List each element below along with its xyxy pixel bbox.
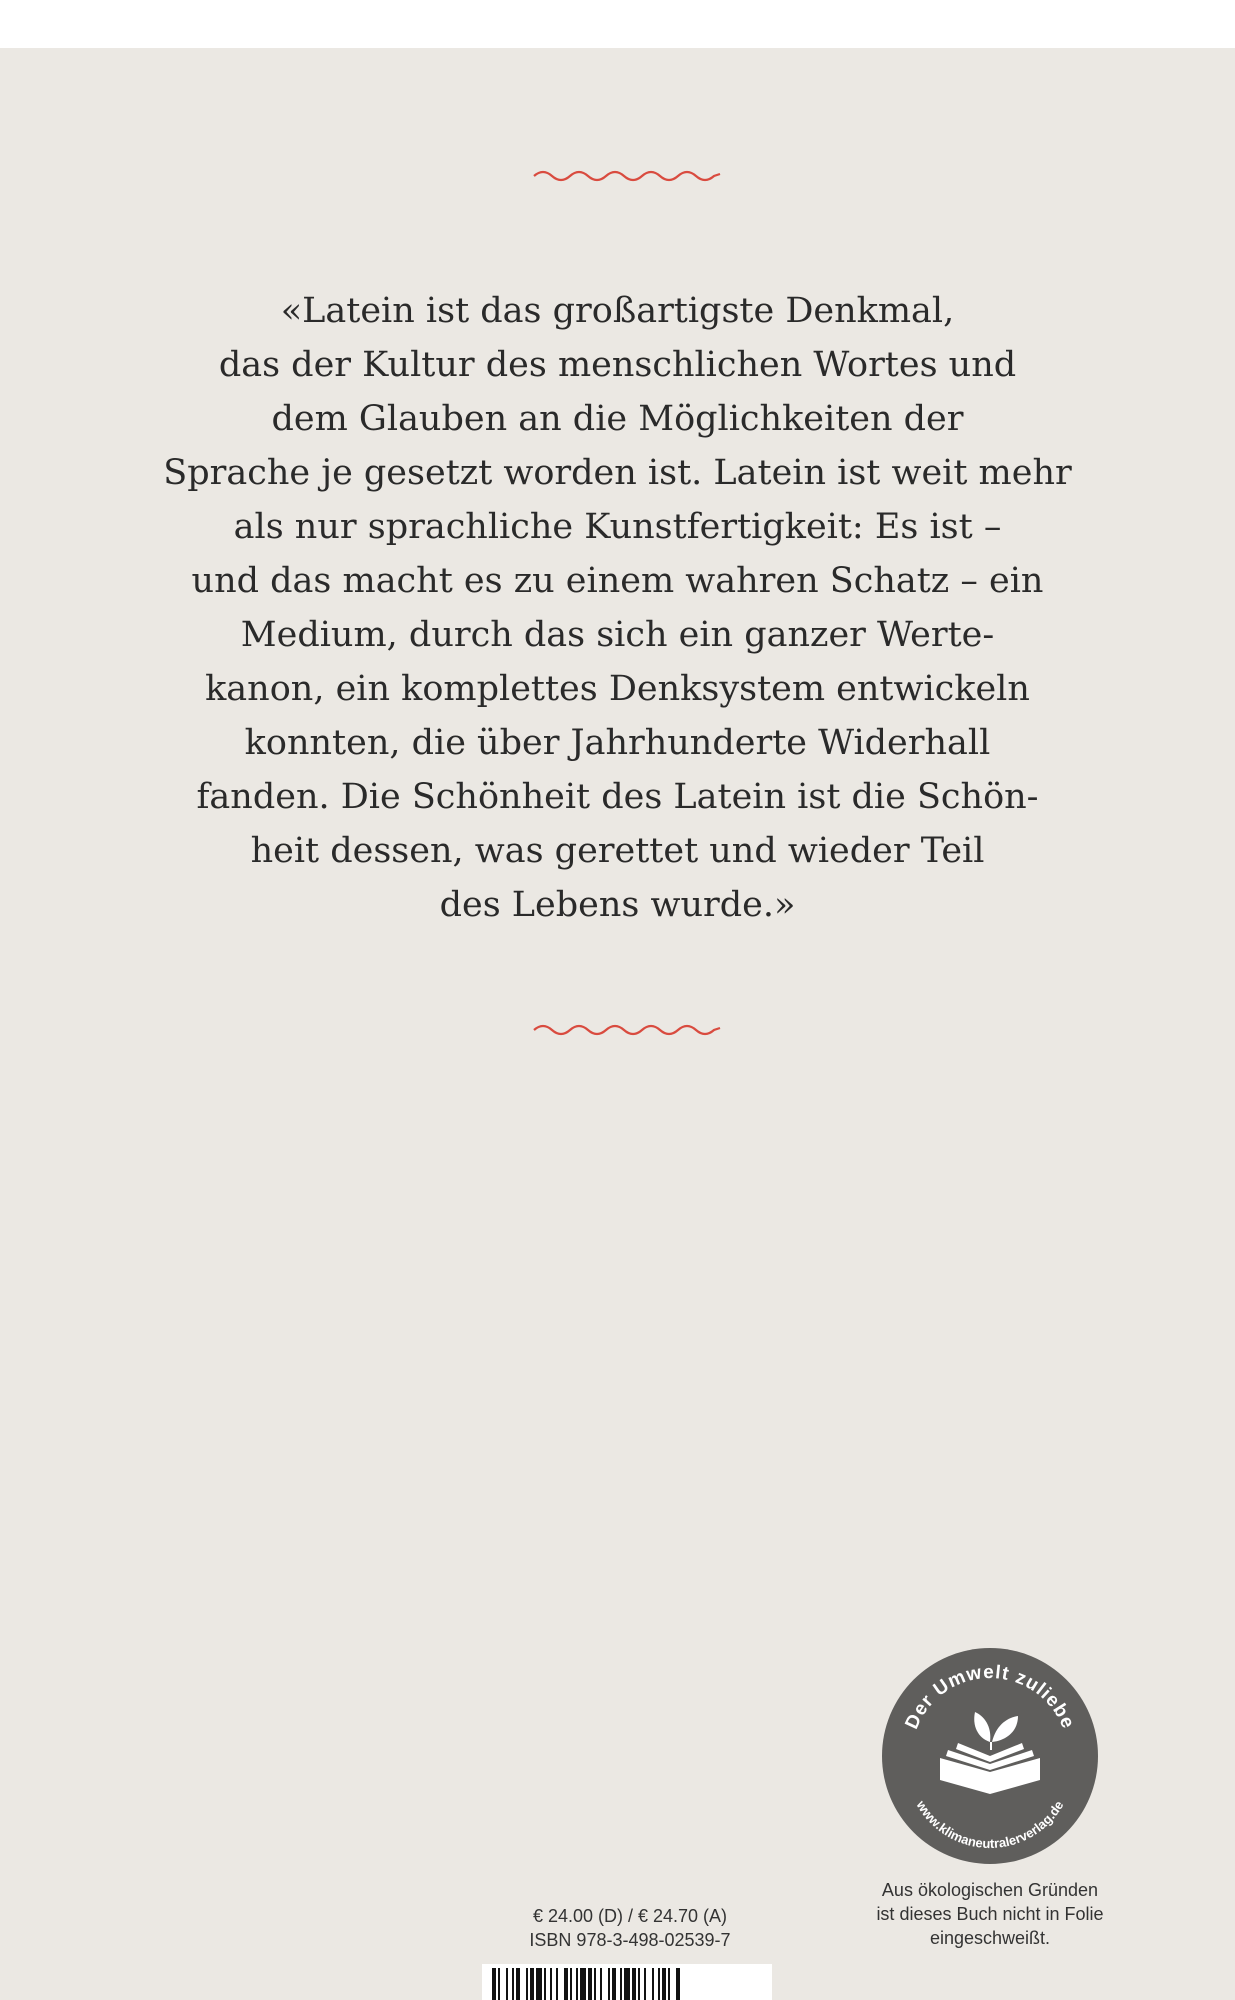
- quote-line: und das macht es zu einem wahren Schatz – ein: [191, 561, 1044, 601]
- seal-top-text: Der Umwelt zuliebe: [901, 1661, 1079, 1733]
- quote-line: das der Kultur des menschlichen Wortes und: [218, 345, 1017, 385]
- barcode-bar: [544, 1968, 546, 2000]
- barcode-bar: [580, 1968, 586, 2000]
- eco-note-line: Aus ökologischen Gründen: [881, 1880, 1099, 1900]
- price-block: [480, 1904, 780, 1952]
- eco-note-line: ist dieses Buch nicht in Folie: [876, 1904, 1104, 1924]
- barcode-bar: [638, 1968, 640, 2000]
- barcode-bar: [594, 1968, 596, 2000]
- quote-line: des Lebens wurde.»: [439, 885, 796, 925]
- eco-note: [845, 1878, 1135, 1950]
- barcode-bar: [668, 1968, 670, 2000]
- quote-line: Medium, durch das sich ein ganzer Werte-: [240, 615, 995, 655]
- barcode-bar: [676, 1968, 680, 2000]
- barcode-bar: [492, 1968, 496, 2000]
- barcode-bar: [506, 1968, 508, 2000]
- barcode-bar: [620, 1968, 622, 2000]
- eco-note-line: eingeschweißt.: [929, 1928, 1051, 1948]
- barcode-bar: [608, 1968, 610, 2000]
- wave-ornament-top: [532, 166, 722, 186]
- back-cover-quote: [140, 284, 1095, 932]
- barcode-bar: [644, 1968, 646, 2000]
- quote-line: kanon, ein komplettes Denksystem entwickeln: [205, 669, 1030, 709]
- barcode-bar: [550, 1968, 552, 2000]
- barcode-bar: [632, 1968, 636, 2000]
- isbn-text: ISBN 978-3-498-02539-7: [529, 1930, 731, 1950]
- barcode-bar: [530, 1968, 534, 2000]
- quote-line: fanden. Die Schönheit des Latein ist die Schön-: [196, 777, 1039, 817]
- quote-line: «Latein ist das großartigste Denkmal,: [280, 291, 955, 331]
- barcode-bar: [588, 1968, 592, 2000]
- barcode-bar: [498, 1968, 500, 2000]
- barcode-bar: [658, 1968, 660, 2000]
- book-back-cover: [0, 48, 1235, 2000]
- barcode-bar: [612, 1968, 616, 2000]
- barcode-bar: [652, 1968, 654, 2000]
- barcode-bar: [556, 1968, 558, 2000]
- climate-neutral-seal: [880, 1646, 1100, 1866]
- barcode-bar: [564, 1968, 568, 2000]
- barcode-bar: [570, 1968, 572, 2000]
- quote-line: konnten, die über Jahrhunderte Widerhall: [244, 723, 991, 763]
- barcode-bar: [624, 1968, 630, 2000]
- quote-line: dem Glauben an die Möglichkeiten der: [271, 399, 964, 439]
- seal-url-text: www.klimaneutralerverlag.de: [913, 1797, 1067, 1852]
- barcode: [482, 1964, 772, 2000]
- quote-line: heit dessen, was gerettet und wieder Teil: [250, 831, 985, 871]
- barcode-bar: [536, 1968, 542, 2000]
- wave-ornament-bottom: [532, 1020, 722, 1040]
- barcode-bar: [662, 1968, 666, 2000]
- price-text: € 24.00 (D) / € 24.70 (A): [532, 1906, 728, 1926]
- quote-line: als nur sprachliche Kunstfertigkeit: Es ist –: [233, 507, 1002, 547]
- quote-line: Sprache je gesetzt worden ist. Latein ist weit mehr: [163, 453, 1072, 493]
- barcode-bar: [576, 1968, 578, 2000]
- barcode-bar: [600, 1968, 602, 2000]
- barcode-bar: [512, 1968, 514, 2000]
- barcode-bar: [516, 1968, 520, 2000]
- barcode-bar: [526, 1968, 528, 2000]
